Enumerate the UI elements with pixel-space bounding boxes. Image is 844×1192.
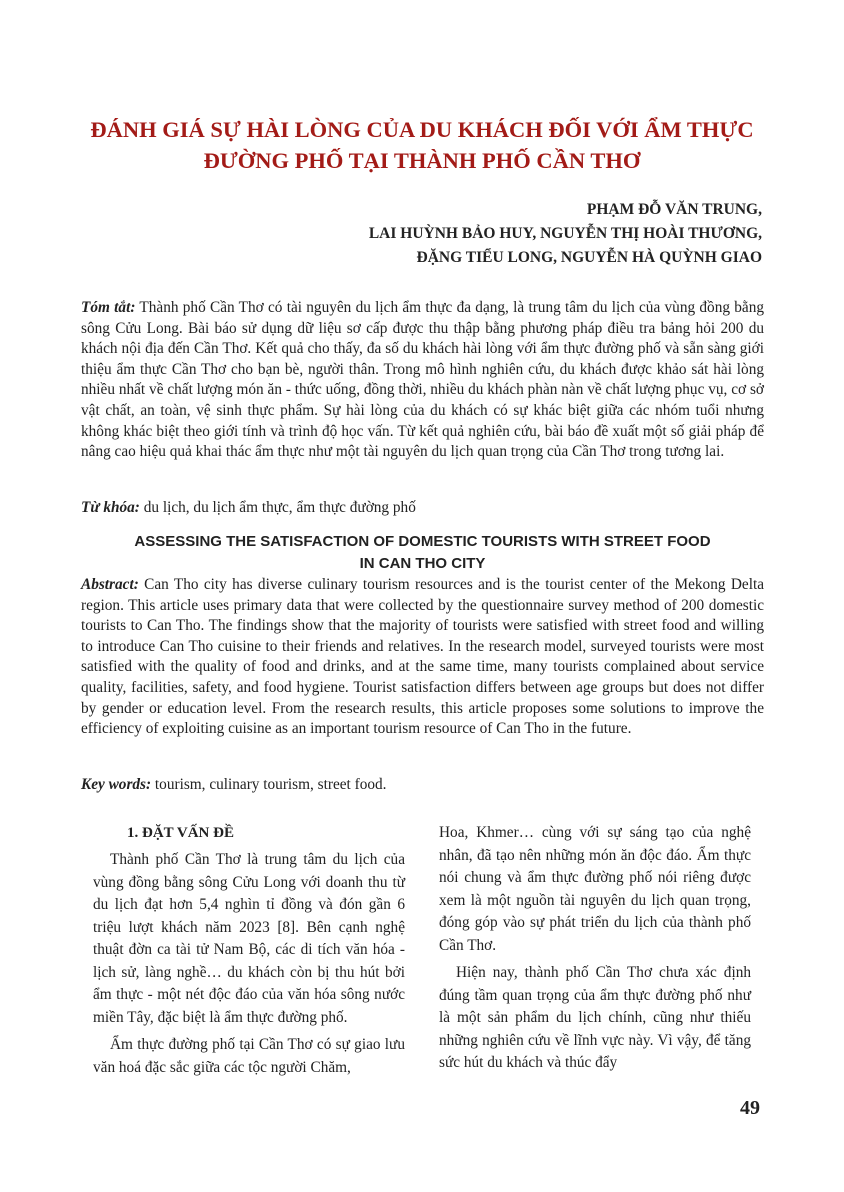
abstract-vi-label: Tóm tắt: [81, 299, 136, 316]
body-paragraph: Hiện nay, thành phố Cần Thơ chưa xác định đúng tầm quan trọng của ẩm thực đường phố như là một sản phẩm du lịch chính, cũng như thiếu những nghiên cứu về lĩnh vực này. Vì vậy, để tăng sức hút du khách và thúc đẩy [439, 964, 751, 1071]
body-column-right [439, 822, 751, 1080]
keywords-en-label: Key words: [81, 776, 152, 793]
keywords-en-text: tourism, culinary tourism, street food. [151, 776, 387, 793]
title-line-2: ĐƯỜNG PHỐ TẠI THÀNH PHỐ CẦN THƠ [203, 148, 641, 173]
body-paragraph: Ẩm thực đường phố tại Cần Thơ có sự giao lưu văn hoá đặc sắc giữa các tộc người Chăm, [93, 1036, 405, 1076]
keywords-english [81, 775, 764, 795]
abstract-english [81, 575, 764, 740]
author-list [202, 198, 762, 270]
abstract-en-label: Abstract: [81, 576, 139, 593]
article-title [60, 114, 784, 176]
keywords-vietnamese [81, 498, 764, 518]
abstract-en-text: Can Tho city has diverse culinary tourism resources and is the tourist center of the Mekong Delta region. This article uses primary data that were collected by the questionnaire survey method of 200 domestic tourists to Can Tho. The findings show that the majority of tourists were satisfied with street food and willing to introduce Can Tho cuisine to their friends and relatives. In the research model, surveyed tourists were most satisfied with the quality of food and drinks, and at the same time, many tourists complained about service quality, facilities, safety, and food hygiene. Tourist satisfaction differs between age groups but does not differ by gender or education level. From the research results, this article proposes some solutions to improve the efficiency of exploiting cuisine as an important tourism resource of Can Tho in the future. [81, 576, 764, 738]
title-line-1: ĐÁNH GIÁ SỰ HÀI LÒNG CỦA DU KHÁCH ĐỐI VỚI ẨM THỰC [90, 117, 754, 142]
english-title [81, 531, 764, 575]
body-paragraph: Thành phố Cần Thơ là trung tâm du lịch của vùng đồng bằng sông Cửu Long với doanh thu từ du lịch đạt hơn 5,4 nghìn tỉ đồng và đón gần 6 triệu lượt khách năm 2023 [8]. Bên cạnh nghệ thuật đờn ca tài tử Nam Bộ, các di tích văn hóa - lịch sử, làng nghề… du khách còn bị thu hút bởi ẩm thực - một nét độc đáo của văn hóa sông nước miền Tây, đặc biệt là ẩm thực đường phố. [93, 851, 405, 1026]
author-line-2: LAI HUỲNH BẢO HUY, NGUYỄN THỊ HOÀI THƯƠNG, [368, 225, 762, 242]
page-number: 49 [740, 1097, 760, 1119]
abstract-vi-text: Thành phố Cần Thơ có tài nguyên du lịch ẩm thực đa dạng, là trung tâm du lịch của vùng đồng bằng sông Cửu Long. Bài báo sử dụng dữ liệu sơ cấp được thu thập bằng phương pháp điều tra bảng hỏi 200 du khách nội địa đến Cần Thơ. Kết quả cho thấy, đa số du khách hài lòng với ẩm thực đường phố và sẵn sàng giới thiệu ẩm thực Cần Thơ cho bạn bè, người thân. Trong mô hình nghiên cứu, du khách được khảo sát hài lòng nhiều nhất về chất lượng món ăn - thức uống, đồng thời, nhiều du khách phàn nàn về chất lượng phục vụ, cơ sở vật chất, an toàn, vệ sinh thực phẩm. Sự hài lòng của du khách có sự khác biệt giữa các nhóm tuổi nhưng không khác biệt theo giới tính và trình độ học vấn. Từ kết quả nghiên cứu, bài báo đề xuất một số giải pháp để nâng cao hiệu quả khai thác ẩm thực như một tài nguyên du lịch quan trọng của Cần Thơ trong tương lai. [81, 299, 764, 461]
author-line-3: ĐẶNG TIỂU LONG, NGUYỄN HÀ QUỲNH GIAO [416, 249, 762, 266]
keywords-vi-text: du lịch, du lịch ẩm thực, ẩm thực đường phố [139, 499, 416, 516]
body-column-left [93, 822, 405, 1084]
section-heading: 1. ĐẶT VẤN ĐỀ [127, 825, 234, 841]
english-title-line-2: IN CAN THO CITY [359, 555, 486, 572]
author-line-1: PHẠM ĐỖ VĂN TRUNG, [586, 201, 762, 218]
abstract-vietnamese [81, 298, 764, 463]
english-title-line-1: ASSESSING THE SATISFACTION OF DOMESTIC TOURISTS WITH STREET FOOD [134, 533, 711, 550]
body-paragraph: Hoa, Khmer… cùng với sự sáng tạo của nghệ nhân, đã tạo nên những món ăn độc đáo. Ẩm thực nói chung và ẩm thực đường phố nói riêng được xem là một nguồn tài nguyên du lịch quan trọng, đóng góp vào sự phát triển du lịch của thành phố Cần Thơ. [439, 824, 751, 954]
keywords-vi-label: Từ khóa: [81, 499, 140, 516]
